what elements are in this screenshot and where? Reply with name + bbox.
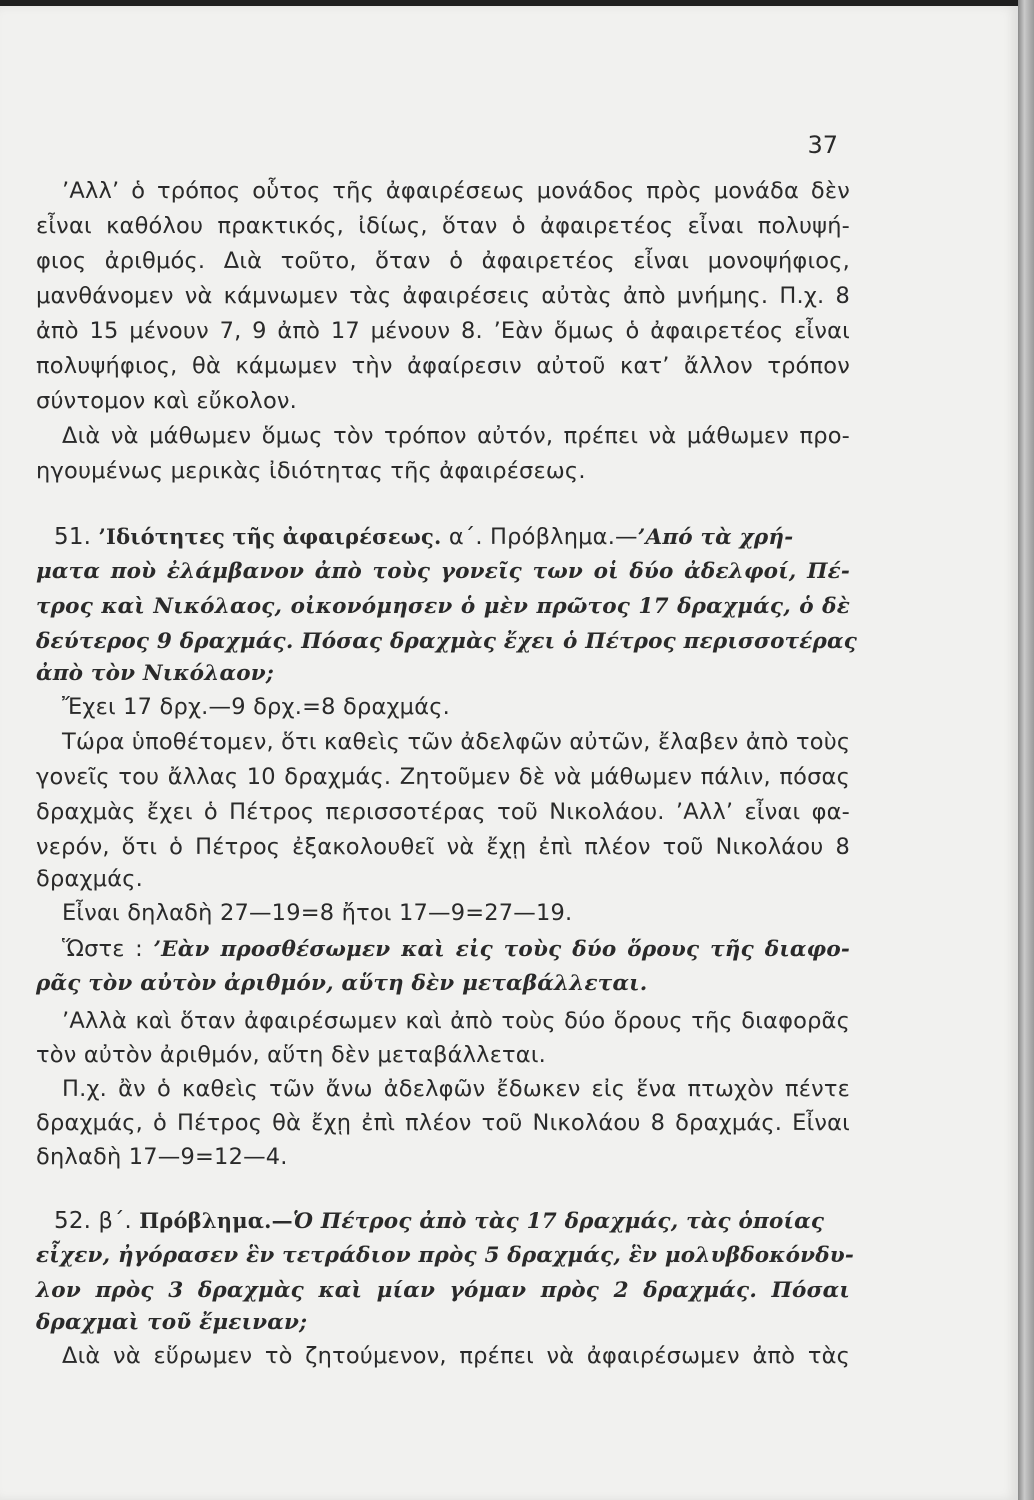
problem-line: ματα ποὺ ἐλάμβανον ἀπὸ τοὺς γονεῖς των οἱ δύο ἀδελφοί, Πέ- (36, 559, 850, 584)
text-line: ’Αλλὰ καὶ ὅταν ἀφαιρέσωμεν καὶ ἀπὸ τοὺς δύο ὅρους τῆς διαφορᾶς (62, 1008, 850, 1034)
text-line: εἶναι καθόλου πρακτικός, ἰδίως, ὅταν ὁ ἀφαιρετέος εἶναι πολυψή- (36, 213, 850, 239)
text-line: φιος ἀριθμός. Διὰ τοῦτο, ὅταν ὁ ἀφαιρετέος εἶναι μονοψήφιος, (36, 248, 850, 274)
book-binding-edge (1018, 0, 1034, 1500)
text-line: μανθάνομεν νὰ κάμνωμεν τὰς ἀφαιρέσεις αὐτὰς ἀπὸ μνήμης. Π.χ. 8 (36, 283, 850, 309)
text-line: Τώρα ὑποθέτομεν, ὅτι καθεὶς τῶν ἀδελφῶν αὐτῶν, ἔλαβεν ἀπὸ τοὺς (62, 729, 851, 755)
text-line: τὸν αὐτὸν ἀριθμόν, αὕτη δὲν μεταβάλλεται. (36, 1042, 547, 1068)
text-line: Διὰ νὰ εὕρωμεν τὸ ζητούμενον, πρέπει νὰ ἀφαιρέσωμεν ἀπὸ τὰς (62, 1343, 850, 1369)
problem-label: β΄. (98, 1208, 132, 1234)
text-line: πολυψήφιος, θὰ κάμωμεν τὴν ἀφαίρεσιν αὐτοῦ κατ’ ἄλλον τρόπον (36, 353, 850, 379)
problem-text: Ὁ Πέτρος ἀπὸ τὰς 17 δραχμάς, τὰς ὁποίας (292, 1209, 825, 1234)
problem-text: ’Από τὰ χρή- (637, 525, 794, 550)
problem-line: τρος καὶ Νικόλαος, οἰκονόμησεν ὁ μὲν πρῶτος 17 δραχμάς, ὁ δὲ (36, 594, 850, 619)
text-line: δηλαδὴ 17—9=12—4. (36, 1144, 288, 1170)
text-line: νερόν, ὅτι ὁ Πέτρος ἐξακολουθεῖ νὰ ἔχῃ ἐπὶ πλέον τοῦ Νικολάου 8 (36, 834, 850, 860)
text-line: ’Αλλ’ ὁ τρόπος οὗτος τῆς ἀφαιρέσεως μονάδος πρὸς μονάδα δὲν (62, 178, 850, 204)
page-number: 37 (807, 131, 838, 159)
text-line: σύντομον καὶ εὔκολον. (36, 388, 298, 414)
rule-line (62, 932, 850, 967)
text-line: ηγουμένως μερικὰς ἰδιότητας τῆς ἀφαιρέσεως. (36, 458, 586, 484)
book-page (0, 6, 1018, 1500)
text-line: δραχμὰς ἔχει ὁ Πέτρος περισσοτέρας τοῦ Νικολάου. ’Αλλ’ εἶναι φα- (36, 799, 850, 825)
section-number: 51. (54, 524, 92, 550)
section-title: ’Ιδιότητες τῆς ἀφαιρέσεως. (98, 524, 442, 549)
answer-line: Ἔχει 17 δρχ.—9 δρχ.=8 δραχμάς. (62, 694, 450, 720)
text-line: δραχμάς, ὁ Πέτρος θὰ ἔχῃ ἐπὶ πλέον τοῦ Νικολάου 8 δραχμάς. Εἶναι (36, 1110, 850, 1136)
section-number: 52. (54, 1208, 92, 1234)
text-line: ἀπὸ 15 μένουν 7, 9 ἀπὸ 17 μένουν 8. ’Εὰν ὅμως ὁ ἀφαιρετέος εἶναι (36, 318, 850, 344)
section-51-heading (54, 520, 850, 555)
rule-prefix: Ὥστε : (62, 936, 143, 962)
problem-label: α΄. Πρόβλημα.— (448, 524, 638, 550)
equation-line: Εἶναι δηλαδὴ 27—19=8 ἤτοι 17—9=27—19. (62, 900, 573, 926)
text-line: δραχμάς. (36, 866, 143, 892)
section-title: Πρόβλημα.— (139, 1208, 293, 1233)
problem-line: εἶχεν, ἠγόρασεν ἓν τετράδιον πρὸς 5 δραχμάς, ἓν μολυβδοκόνδυ- (36, 1243, 855, 1268)
problem-line: δεύτερος 9 δραχμάς. Πόσας δραχμὰς ἔχει ὁ Πέτρος περισσοτέρας (36, 629, 858, 654)
text-line: Διὰ νὰ μάθωμεν ὅμως τὸν τρόπον αὐτόν, πρέπει νὰ μάθωμεν προ- (62, 423, 850, 449)
text-line: γονεῖς του ἄλλας 10 δραχμάς. Ζητοῦμεν δὲ νὰ μάθωμεν πάλιν, πόσας (36, 764, 850, 790)
section-52-heading (54, 1204, 850, 1239)
text-line: Π.χ. ἂν ὁ καθεὶς τῶν ἄνω ἀδελφῶν ἔδωκεν εἰς ἕνα πτωχὸν πέντε (62, 1076, 850, 1102)
problem-line: ἀπὸ τὸν Νικόλαον; (36, 661, 275, 686)
problem-line: λον πρὸς 3 δραχμὰς καὶ μίαν γόμαν πρὸς 2 δραχμάς. Πόσαι (36, 1278, 850, 1303)
problem-line: δραχμαὶ τοῦ ἔμειναν; (36, 1310, 308, 1335)
rule-line: ρᾶς τὸν αὐτὸν ἀριθμόν, αὕτη δὲν μεταβάλλεται. (36, 971, 648, 996)
rule-text: ’Εὰν προσθέσωμεν καὶ εἰς τοὺς δύο ὅρους τῆς διαφο- (153, 937, 850, 962)
